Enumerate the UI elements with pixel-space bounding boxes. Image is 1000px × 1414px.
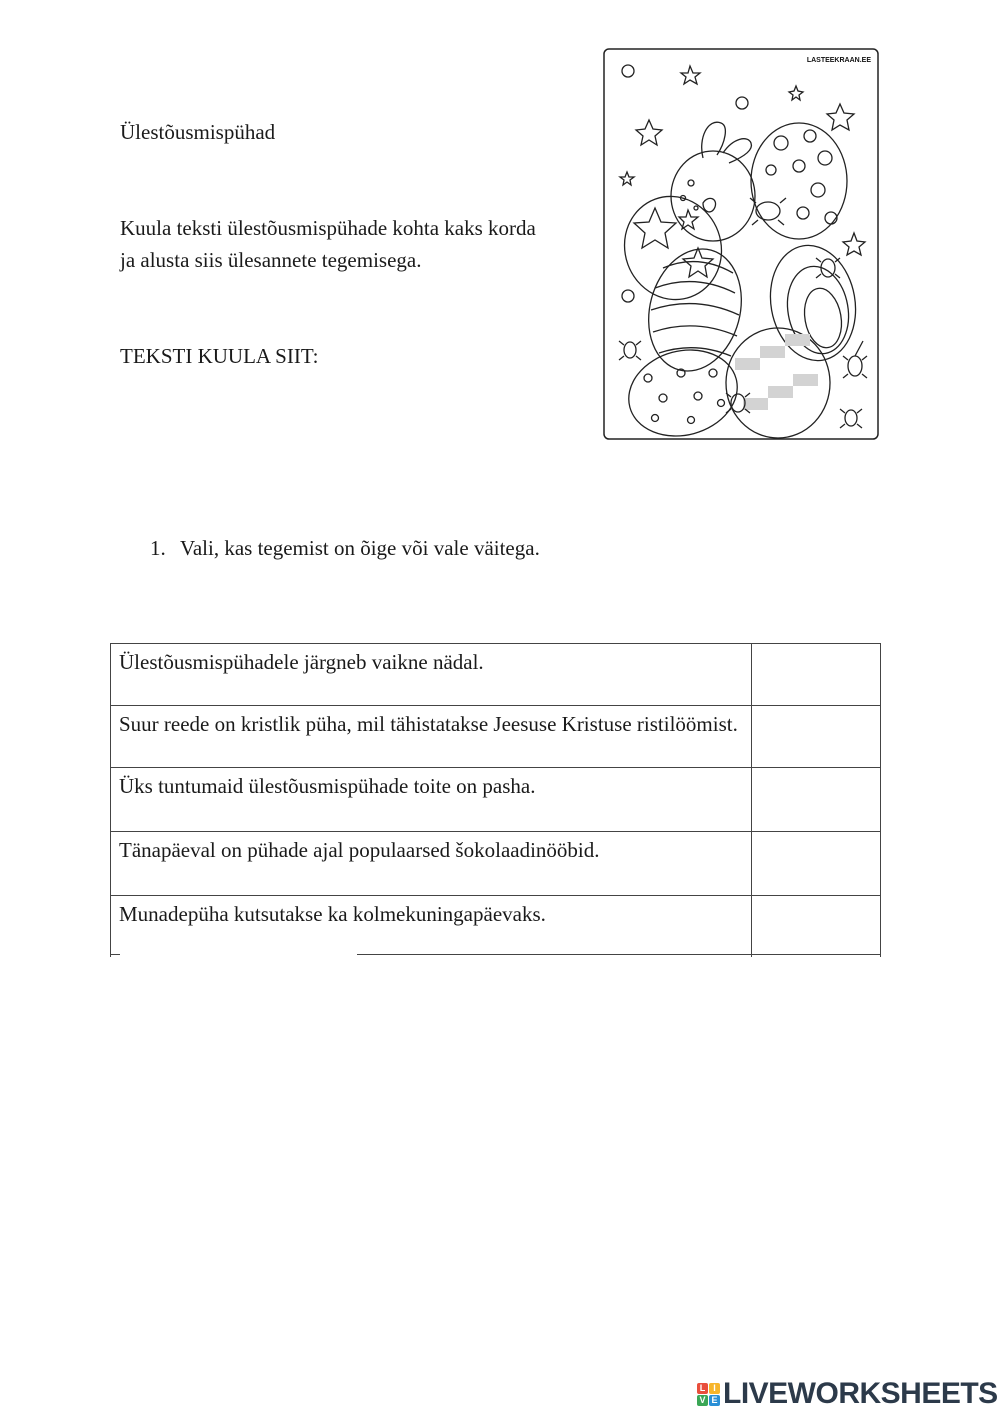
table-row: [111, 896, 881, 958]
statement-text: Munadepüha kutsutakse ka kolmekuningapäevaks.: [111, 896, 752, 958]
illustration-watermark: LASTEEKRAAN.EE: [806, 57, 871, 64]
answer-cell[interactable]: [752, 706, 881, 768]
instruction-line-1: Kuula teksti ülestõusmispühade kohta kaks korda: [120, 216, 536, 240]
liveworksheets-logo-icon: [697, 1383, 720, 1406]
table-bottom-border: [110, 954, 120, 955]
task-heading: [150, 532, 540, 564]
statement-text: Suur reede on kristlik püha, mil tähistatakse Jeesuse Kristuse ristilöömist.: [111, 706, 752, 768]
table-row: [111, 832, 881, 896]
listen-label: TEKSTI KUULA SIIT:: [120, 344, 319, 368]
instruction-text: [120, 212, 600, 276]
logo-letter: V: [697, 1395, 708, 1406]
table-row: [111, 768, 881, 832]
statements-table: [110, 643, 881, 957]
logo-letter: L: [697, 1383, 708, 1394]
answer-cell[interactable]: [752, 644, 881, 706]
statement-text: Üks tuntumaid ülestõusmispühade toite on pasha.: [111, 768, 752, 832]
statement-text: Ülestõusmispühadele järgneb vaikne nädal.: [111, 644, 752, 706]
easter-eggs-illustration: [603, 48, 879, 440]
brand-wordmark: LIVEWORKSHEETS: [723, 1377, 998, 1410]
task-text: Vali, kas tegemist on õige või vale väitega.: [180, 536, 540, 560]
table-row: [111, 644, 881, 706]
table-bottom-border: [357, 954, 881, 955]
table-row: [111, 706, 881, 768]
task-number: 1.: [150, 536, 166, 560]
answer-cell[interactable]: [752, 832, 881, 896]
instruction-line-2: ja alusta siis ülesannete tegemisega.: [120, 248, 422, 272]
answer-cell[interactable]: [752, 768, 881, 832]
statement-text: Tänapäeval on pühade ajal populaarsed šokolaadinööbid.: [111, 832, 752, 896]
answer-cell[interactable]: [752, 896, 881, 958]
logo-letter: E: [709, 1395, 720, 1406]
logo-letter: I: [709, 1383, 720, 1394]
page-title: Ülestõusmispühad: [120, 120, 276, 144]
liveworksheets-brand: [697, 1374, 998, 1414]
